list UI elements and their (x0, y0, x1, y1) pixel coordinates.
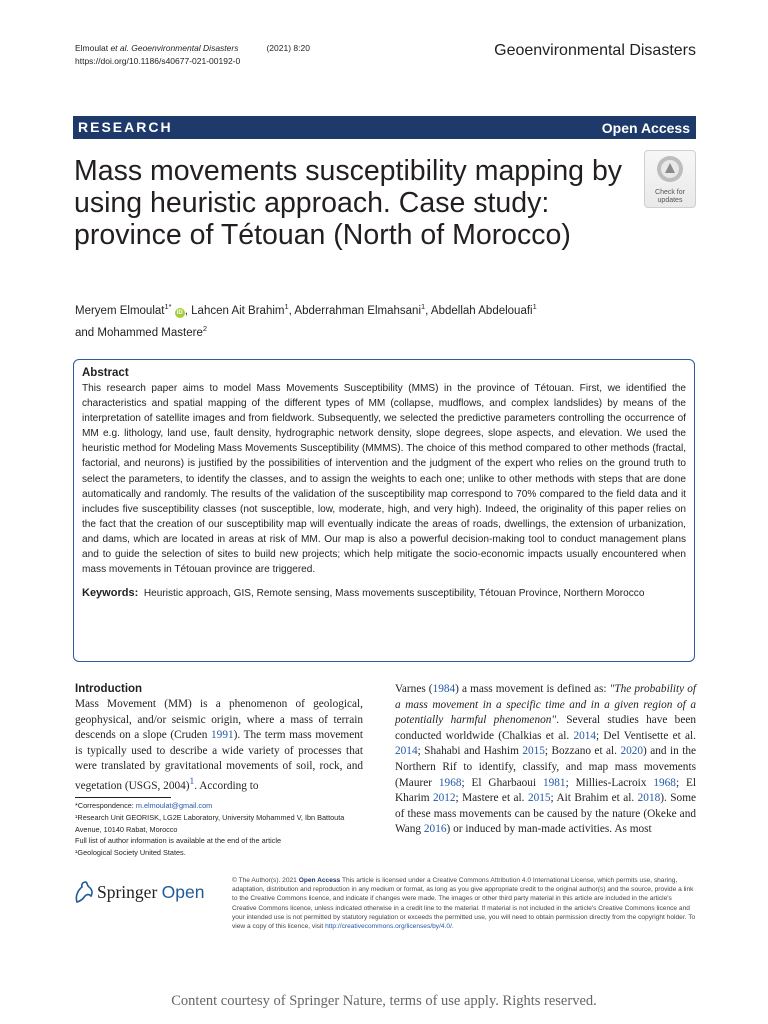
author-5[interactable]: and Mohammed Mastere (75, 326, 203, 339)
author-5-affil: 2 (202, 323, 208, 333)
body-text: ; Ait Brahim et al. (550, 792, 638, 805)
header-journal-short: et al. Geoenvironmental Disasters (110, 43, 239, 53)
body-text: ; Millies-Lacroix (565, 776, 654, 789)
keywords (82, 586, 686, 601)
license-text (232, 876, 696, 931)
abstract-heading: Abstract (82, 367, 129, 379)
citation-link[interactable]: 2018 (637, 792, 661, 805)
header-citation: (2021) 8:20 (266, 43, 310, 53)
journal-name: Geoenvironmental Disasters (494, 42, 696, 59)
body-text: Varnes ( (395, 683, 433, 695)
body-text: ; Shahabi and Hashim (417, 745, 523, 758)
body-text: ; Del Ventisette et al. (596, 729, 696, 742)
license-end: . (451, 923, 454, 931)
body-text: ) or induced by man-made activities. As most (446, 823, 652, 836)
publisher-name: Springer (97, 882, 158, 902)
abstract-box (73, 359, 695, 662)
citation-link[interactable]: 1984 (432, 683, 456, 695)
citation-link[interactable]: 2014 (573, 729, 597, 742)
license-copyright: © The Author(s). 2021 (232, 877, 299, 884)
definition-quote: "The probability of a mass movement in a specific time and in a given region of a potentially harmful phenomenon" (395, 683, 696, 727)
body-text: ) a mass movement is defined as: (455, 683, 610, 695)
author-2[interactable]: , Lahcen Ait Brahim (184, 304, 285, 317)
intro-text: Mass Movement (MM) is a phenomenon of geological, geophysical, and/or seismic origin, where a mass of terrain descends on a slope (Cruden (75, 698, 363, 742)
section-heading-introduction: Introduction (75, 683, 143, 695)
intro-column-left (75, 682, 363, 794)
intro-column-right (395, 682, 696, 838)
article-type: RESEARCH (78, 119, 173, 135)
abstract-text: This research paper aims to model Mass Movements Susceptibility (MMS) in the province of Tétouan. First, we identified the characteristics and spatial mapping of the different types of MM (collapse, mudflows, and complex landslides) by means of the interpretation of satellite images and from fieldwork. Subsequently, we selected the predictive parameters controlling the occurrence of MM e.g. lithology, land use, fault density, hydrographic network density, slope degrees, slope aspects, and elevation. We used the heuristic method for Modeling Mass Movements Susceptibility (MMMS). The choice of this method compared to other methods (fractal, factorial, and neurons) is justified by the possibilities of intervention and the judgment of the expert who relies on the ground truth to select the parameters, to identify the classes, and to assign the weights to each one; unlike to other methods with steps that are done automatically and randomly. The results of the validation of the susceptibility map correspond to 70% compared to the field data and it includes five susceptibility classes (not susceptible, low, moderate, high, and very high). Indeed, the originality of this paper relies on the fact that the creation of our susceptibility map will eventually indicate the areas of roads, dwellings, the extension of urbanization, and dams, which are located in areas at risk of MM. Our map is also a powerful decision-making tool to conduct management plans and to guide the selection of sites to build new projects; which help mitigate the socio-economic impacts usually encountered when mass movements in Tétouan province are triggered. (82, 383, 686, 576)
correspondence-label: *Correspondence: (75, 801, 136, 810)
author-4-affil: 1 (532, 302, 537, 311)
author-1-affil: 1* (164, 302, 172, 311)
footnote-link[interactable]: 1 (189, 776, 195, 787)
check-for-updates-icon (655, 154, 685, 184)
header-doi[interactable]: https://doi.org/10.1186/s40677-021-00192-0 (75, 56, 241, 66)
author-info-note: Full list of author information is available at the end of the article (75, 836, 282, 846)
footnotes (75, 800, 365, 859)
keywords-text: Heuristic approach, GIS, Remote sensing, Mass movements susceptibility, Tétouan Province, Northern Morocco (143, 588, 645, 600)
badge-line-1: Check for (655, 189, 685, 196)
author-3-affil: 1 (421, 302, 426, 311)
intro-text: ). The term mass movement is typically used to describe a wide variety of processes that were translated by gravitational movements of soil, rock, and vegetation (USGS, 2004) (75, 729, 364, 792)
citation-link[interactable]: 1991 (211, 729, 234, 742)
body-text: ; Bozzano et al. (544, 745, 621, 758)
body-text: . Several studies have been conducted worldwide (Chalkias et al. (395, 714, 697, 742)
body-text: ; El Kharim (395, 776, 696, 805)
citation-link[interactable]: 2015 (522, 745, 545, 758)
body-text: ; Mastere et al. (455, 792, 528, 805)
author-2-affil: 1 (284, 302, 289, 311)
footnote-divider (75, 797, 171, 798)
license-open-access: Open Access (298, 877, 341, 884)
badge-line-2: updates (657, 197, 683, 204)
citation-link[interactable]: 2012 (432, 792, 456, 805)
citation-link[interactable]: 2015 (527, 792, 551, 805)
citation-link[interactable]: 1968 (653, 776, 676, 789)
orcid-icon[interactable]: iD (176, 309, 183, 316)
citation-link[interactable]: 2020 (620, 745, 644, 758)
body-text: ) and in the Northern Rif to identify, classify, and map mass movements (Maurer (395, 745, 696, 789)
author-4[interactable]: , Abdellah Abdelouafi (425, 304, 533, 317)
check-for-updates-badge[interactable] (644, 150, 696, 208)
license-link[interactable]: http://creativecommons.org/licenses/by/4.0/ (325, 923, 452, 931)
correspondence-email[interactable]: m.elmoulat@gmail.com (135, 801, 213, 810)
citation-link[interactable]: 2014 (395, 745, 418, 758)
author-3[interactable]: , Abderrahman Elmahsani (288, 304, 421, 317)
body-text: ; El Gharbaoui (461, 776, 543, 789)
body-text: ). Some of these mass movements can be caused by the nature (Okeke and Wang (395, 792, 696, 836)
author-1[interactable]: Meryem Elmoulat (75, 304, 165, 317)
article-title: Mass movements susceptibility mapping by using heuristic approach. Case study: province of Tétouan (North of Morocco) (74, 155, 623, 251)
header-authors: Elmoulat (75, 43, 111, 53)
citation-link[interactable]: 2016 (423, 823, 447, 836)
footnote-1: ¹Geological Society United States. (75, 848, 186, 858)
affiliation-1: ¹Research Unit GEORISK, LG2E Laboratory, University Mohammed V, Ibn Battouta Avenue, 10140 Rabat, Morocco (75, 812, 345, 834)
page-footer: Content courtesy of Springer Nature, terms of use apply. Rights reserved. (171, 993, 597, 1009)
article-type-banner (73, 116, 696, 139)
keywords-label: Keywords: (82, 587, 139, 600)
citation-link[interactable]: 1968 (438, 776, 462, 789)
license-body: This article is licensed under a Creative Commons Attribution 4.0 International License, which permits use, sharing, adaptation, distribution and reproduction in any medium or format, as long as you give appropriate credit to the original author(s) and the source, provide a link to the Creative Commons licence, and indicate if changes were made. The images or other third party material in this article are included in the article's Creative Commons licence, unless indicated otherwise in a credit line to the material. If material is not included in the article's Creative Commons licence and your intended use is not permitted by statutory regulation or exceeds the permitted use, you will need to obtain permission directly from the copyright holder. To view a copy of this licence, visit (232, 877, 696, 931)
publisher-suffix: Open (161, 882, 205, 902)
citation-link[interactable]: 1981 (542, 776, 566, 789)
open-access-label: Open Access (601, 120, 690, 136)
author-list (75, 298, 695, 342)
springer-open-logo[interactable] (73, 878, 233, 908)
intro-text: . According to (194, 779, 259, 792)
springer-horse-icon (73, 880, 95, 906)
